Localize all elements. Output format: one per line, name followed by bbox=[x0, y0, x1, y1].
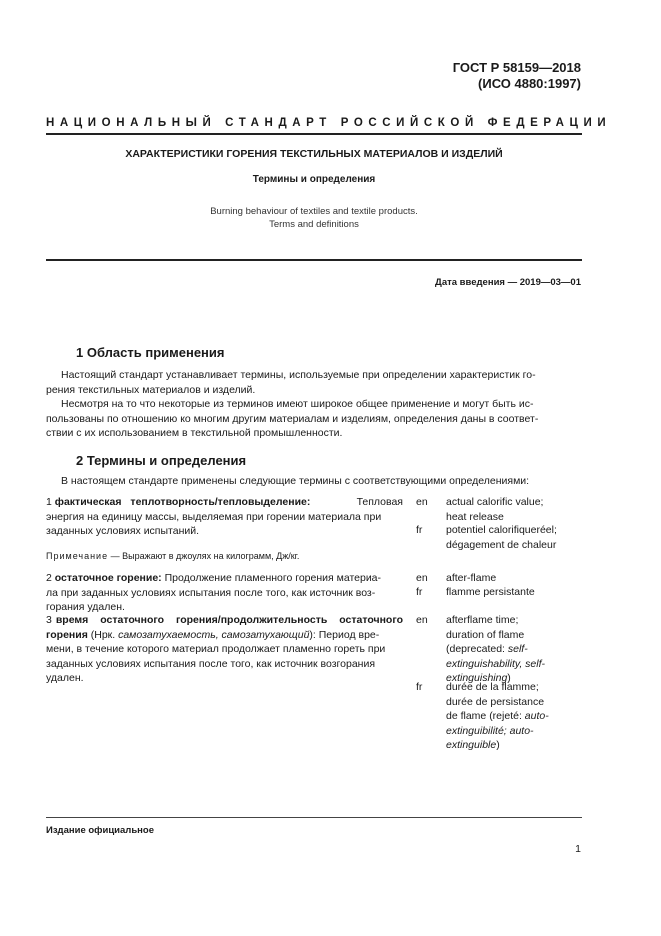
term-number: 1 bbox=[46, 496, 52, 508]
term-entry-1 bbox=[46, 495, 403, 539]
english-title-line: Burning behaviour of textiles and textile products. bbox=[210, 206, 418, 217]
text-line: ла при заданных условиях испытания после того, как источник воз- bbox=[46, 586, 376, 599]
text-line: энергия на единицу массы, выделяемая при горении материала при bbox=[46, 510, 382, 523]
term-definition-start: ): Период вре- bbox=[309, 628, 380, 641]
term-note bbox=[46, 551, 299, 561]
term-number: 3 bbox=[46, 614, 52, 626]
term-name: время остаточного горения/продолжительность остаточного bbox=[55, 614, 403, 626]
text-line: duration of flame bbox=[446, 628, 525, 641]
text-line: рения текстильных материалов и изделий. bbox=[46, 383, 256, 396]
text-line: actual calorific value; bbox=[446, 496, 544, 508]
term-number: 2 bbox=[46, 572, 52, 584]
gost-number: ГОСТ Р 58159—2018 bbox=[452, 60, 581, 75]
deprecated-terms: самозатухаемость, самозатухающий bbox=[118, 628, 310, 641]
text-line: potentiel calorifiqueréel; bbox=[446, 524, 557, 536]
text-line: ствии с их использованием в текстильной промышленности. bbox=[46, 427, 343, 439]
standard-title: ХАРАКТЕРИСТИКИ ГОРЕНИЯ ТЕКСТИЛЬНЫХ МАТЕРИАЛОВ И ИЗДЕЛИЙ bbox=[125, 148, 503, 160]
text-span: extinguishability, self- bbox=[446, 657, 546, 670]
text-line: заданных условиях испытаний. bbox=[46, 525, 200, 537]
equivalent-en bbox=[446, 613, 582, 686]
english-title-line: Terms and definitions bbox=[269, 219, 359, 230]
text-line: afterflame time; bbox=[446, 614, 519, 626]
text-line: durée de persistance bbox=[446, 695, 545, 708]
text-span: extinguible bbox=[446, 739, 497, 751]
header-rule-top bbox=[46, 133, 582, 135]
terms-intro bbox=[46, 474, 582, 489]
equivalent-en bbox=[446, 495, 582, 524]
text-line: heat release bbox=[446, 510, 504, 523]
lang-code-fr: fr bbox=[416, 524, 423, 536]
text-line: Настоящий стандарт устанавливает термины, используемые при определении характеристик го- bbox=[61, 369, 536, 381]
note-text: — Выражают в джоулях на килограмм, Дж/кг. bbox=[108, 551, 300, 561]
equivalent-fr: flamme persistante bbox=[446, 586, 535, 598]
scope-paragraph-1 bbox=[46, 368, 582, 397]
lang-code-en: en bbox=[416, 614, 428, 626]
text-line: удален. bbox=[46, 672, 84, 684]
text-span: extinguibilité; auto- bbox=[446, 724, 534, 737]
text-line: Несмотря на то что некоторые из терминов имеют широкое общее применение и могут быть ис- bbox=[61, 398, 534, 410]
text-line: пользованы по отношению ко многим другим материалам и изделиям, определения даны в соответ- bbox=[46, 412, 539, 425]
text-line: горания удален. bbox=[46, 601, 125, 613]
text-span: de flame (rejeté: bbox=[446, 710, 525, 722]
standard-subtitle: Термины и определения bbox=[252, 174, 376, 185]
lang-code-fr: fr bbox=[416, 681, 423, 693]
lang-code-en: en bbox=[416, 572, 428, 584]
equivalent-fr bbox=[446, 523, 582, 552]
lang-code-fr: fr bbox=[416, 586, 423, 598]
header-rule-bottom bbox=[46, 259, 582, 261]
text-span: ) bbox=[507, 672, 511, 684]
text-span: (deprecated: bbox=[446, 643, 508, 655]
term-entry-2 bbox=[46, 571, 403, 615]
term-definition-start: Продолжение пламенного горения материа- bbox=[161, 572, 382, 584]
official-edition-label: Издание официальное bbox=[46, 825, 154, 836]
introduction-date: Дата введения — 2019—03—01 bbox=[435, 277, 581, 288]
lang-code-en: en bbox=[416, 496, 428, 508]
footer-rule bbox=[46, 817, 582, 818]
equivalent-en: after-flame bbox=[446, 572, 497, 584]
text-span: auto- bbox=[524, 710, 549, 722]
text-span: extinguishing bbox=[446, 672, 508, 684]
scope-paragraph-2 bbox=[46, 397, 582, 441]
text-line: мени, в течение которого материал продолжает пламенно гореть при bbox=[46, 643, 386, 655]
text-span: self- bbox=[507, 643, 528, 655]
term-entry-3 bbox=[46, 613, 403, 686]
equivalent-fr bbox=[446, 680, 582, 753]
text-line: заданных условиях испытания после того, как источник возгорания bbox=[46, 657, 376, 670]
note-label: Примечание bbox=[46, 551, 109, 561]
section-heading-terms: 2 Термины и определения bbox=[76, 453, 247, 468]
page-number: 1 bbox=[575, 843, 581, 855]
text-span: ) bbox=[496, 739, 500, 751]
text-line: dégagement de chaleur bbox=[446, 538, 557, 551]
term-name: фактическая теплотворность/тепловыделение: bbox=[54, 496, 311, 508]
document-number-block bbox=[453, 60, 581, 92]
term-definition-start: Тепловая bbox=[356, 496, 403, 508]
iso-number: (ИСО 4880:1997) bbox=[478, 76, 581, 91]
deprecated-prefix: (Нрк. bbox=[87, 628, 119, 641]
english-title bbox=[46, 205, 582, 231]
text-line: В настоящем стандарте применены следующие термины с соответствующими определениями: bbox=[61, 475, 530, 487]
section-heading-scope: 1 Область применения bbox=[76, 345, 225, 360]
national-standard-heading: НАЦИОНАЛЬНЫЙ СТАНДАРТ РОССИЙСКОЙ ФЕДЕРАЦИИ bbox=[46, 117, 612, 129]
text-line: durée de la flamme; bbox=[446, 681, 539, 693]
term-name-cont: горения bbox=[46, 628, 88, 641]
term-name: остаточное горение: bbox=[54, 572, 162, 584]
